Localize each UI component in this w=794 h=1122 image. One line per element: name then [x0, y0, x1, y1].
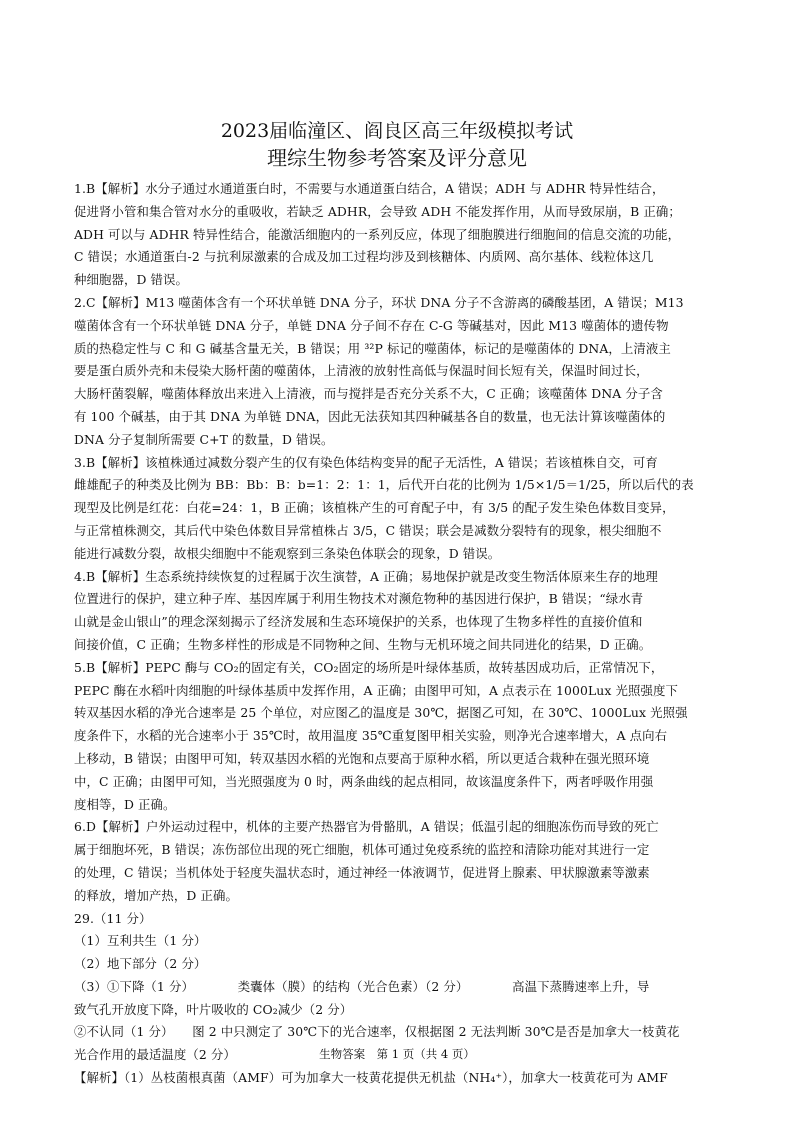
text-line: ADH 可以与 ADHR 特异性结合，能激活细胞内的一系列反应，体现了细胞膜进行细胞间的信息交流的功能， — [74, 226, 681, 242]
text-line: 有 100 个碱基，由于其 DNA 为单链 DNA，因此无法获知其四种碱基各自的数量，也无法计算该噬菌体的 — [74, 408, 666, 424]
text-line: 2.C【解析】M13 噬菌体含有一个环状单链 DNA 分子，环状 DNA 分子不含游离的磷酸基团，A 错误；M13 — [74, 294, 684, 310]
text-line: （1）互利共生（1 分） — [74, 933, 207, 949]
text-line: 质的热稳定性与 C 和 G 碱基含量无关，B 错误；用 ³²P 标记的噬菌体，标记的是噬菌体的 DNA，上清液主 — [74, 340, 671, 356]
text-line: 的处理，C 错误；当机体处于轻度失温状态时，通过神经一体液调节，促进肾上腺素、甲状腺激素等激素 — [74, 864, 650, 880]
document-subtitle: 理综生物参考答案及评分意见 — [267, 146, 527, 170]
text-line: 促进肾小管和集合管对水分的重吸收，若缺乏 ADHR，会导致 ADH 不能发挥作用，从而导致尿崩，B 正确； — [74, 203, 681, 219]
text-line: 种细胞器，D 错误。 — [74, 272, 188, 288]
text-line: 与正常植株测交，其后代中染色体数目异常植株占 3/5，C 错误；联会是减数分裂特有的现象，根尖细胞不 — [74, 522, 662, 538]
text-line: （2）地下部分（2 分） — [74, 956, 207, 972]
text-line: DNA 分子复制所需要 C+T 的数量，D 错误。 — [74, 431, 334, 447]
text-line: 6.D【解析】户外运动过程中，机体的主要产热器官为骨骼肌，A 错误；低温引起的细胞冻伤而导致的死亡 — [74, 819, 659, 835]
text-line: 现型及比例是红花：白花=24：1，B 正确；该植株产生的可育配子中，有 3/5 的配子发生染色体数目变异， — [74, 500, 675, 516]
text-line: （3）①下降（1 分） 类囊体（膜）的结构（光合色素）（2 分） 高温下蒸腾速率上升，导 — [74, 978, 650, 994]
text-line: 雌雄配子的种类及比例为 BB：Bb：B：b=1：2：1：1，后代开白花的比例为 1/5×1/5＝1/25，所以后代的表 — [74, 477, 694, 493]
text-line: 属于细胞坏死，B 错误；冻伤部位出现的死亡细胞，机体可通过免疫系统的监控和清除功能对其进行一定 — [74, 842, 650, 858]
text-line: 要是蛋白质外壳和未侵染大肠杆菌的噬菌体，上清液的放射性高低与保温时间长短有关，保温时间过长， — [74, 363, 649, 379]
text-line: 4.B【解析】生态系统持续恢复的过程属于次生演替，A 正确；易地保护就是改变生物活体原来生存的地理 — [74, 568, 658, 584]
text-line: 间接价值，C 正确；生物多样性的形成是不同物种之间、生物与无机环境之间共同进化的结果，D 正确。 — [74, 636, 652, 652]
text-line: 转双基因水稻的净光合速率是 25 个单位，对应图乙的温度是 30℃，据图乙可知，在 30℃、1000Lux 光照强 — [74, 705, 688, 721]
text-line: 中，C 正确；由图甲可知，当光照强度为 0 时，两条曲线的起点相同，故该温度条件下，两者呼吸作用强 — [74, 773, 654, 789]
text-line: 能进行减数分裂，故根尖细胞中不能观察到三条染色体联会的现象，D 错误。 — [74, 545, 501, 561]
text-line: C 错误；水通道蛋白-2 与抗利尿激素的合成及加工过程均涉及到核糖体、内质网、高尔基体、线粒体这几 — [74, 249, 654, 265]
text-line: 致气孔开放度下降，叶片吸收的 CO₂减少（2 分） — [74, 1001, 353, 1017]
text-line: 大肠杆菌裂解，噬菌体释放出来进入上清液，而与搅拌是否充分关系不大，C 正确；该噬菌体 DNA 分子含 — [74, 386, 663, 402]
text-line: 29.（11 分） — [74, 910, 152, 926]
answer-body — [74, 178, 724, 1090]
text-line: 度条件下，水稻的光合速率小于 35℃时，故用温度 35℃重复图甲相关实验，则净光合速率增大，A 点向右 — [74, 728, 668, 744]
document-title: 2023届临潼区、阎良区高三年级模拟考试 — [220, 120, 574, 142]
text-line: 噬菌体含有一个环状单链 DNA 分子，单链 DNA 分子间不存在 C-G 等碱基对，因此 M13 噬菌体的遗传物 — [74, 317, 669, 333]
text-line: 5.B【解析】PEPC 酶与 CO₂的固定有关，CO₂固定的场所是叶绿体基质，故转基因成功后，正常情况下， — [74, 659, 664, 675]
text-line: 位置进行的保护，建立种子库、基因库属于利用生物技术对濒危物种的基因进行保护，B 错误；“绿水青 — [74, 591, 644, 607]
text-line: 山就是金山银山”的理念深刻揭示了经济发展和生态环境保护的关系，也体现了生物多样性的直接价值和 — [74, 614, 643, 630]
text-line: 【解析】（1）丛枝菌根真菌（AMF）可为加拿大一枝黄花提供无机盐（NH₄⁺），加拿大一枝黄花可为 AMF — [74, 1070, 668, 1086]
text-line: PEPC 酶在水稻叶肉细胞的叶绿体基质中发挥作用，A 正确；由图甲可知，A 点表示在 1000Lux 光照强度下 — [74, 682, 678, 698]
text-line: 上移动，B 错误；由图甲可知，转双基因水稻的光饱和点要高于原种水稻，所以更适合栽种在强光照环境 — [74, 750, 650, 766]
page-footer: 生物答案 第 1 页（共 4 页） — [319, 1047, 475, 1061]
text-line: 1.B【解析】水分子通过水通道蛋白时，不需要与水通道蛋白结合，A 错误；ADH 与 ADHR 特异性结合， — [74, 181, 665, 196]
text-line: 度相等，D 正确。 — [74, 796, 176, 812]
text-line: 光合作用的最适温度（2 分） — [74, 1047, 236, 1063]
text-line: 3.B【解析】该植株通过减数分裂产生的仅有染色体结构变异的配子无活性，A 错误；若该植株自交，可育 — [74, 454, 658, 470]
text-line: ②不认同（1 分） 图 2 中只测定了 30℃下的光合速率，仅根据图 2 无法判断 30℃是否是加拿大一枝黄花 — [74, 1024, 680, 1040]
text-line: 的释放，增加产热，D 正确。 — [74, 887, 238, 903]
